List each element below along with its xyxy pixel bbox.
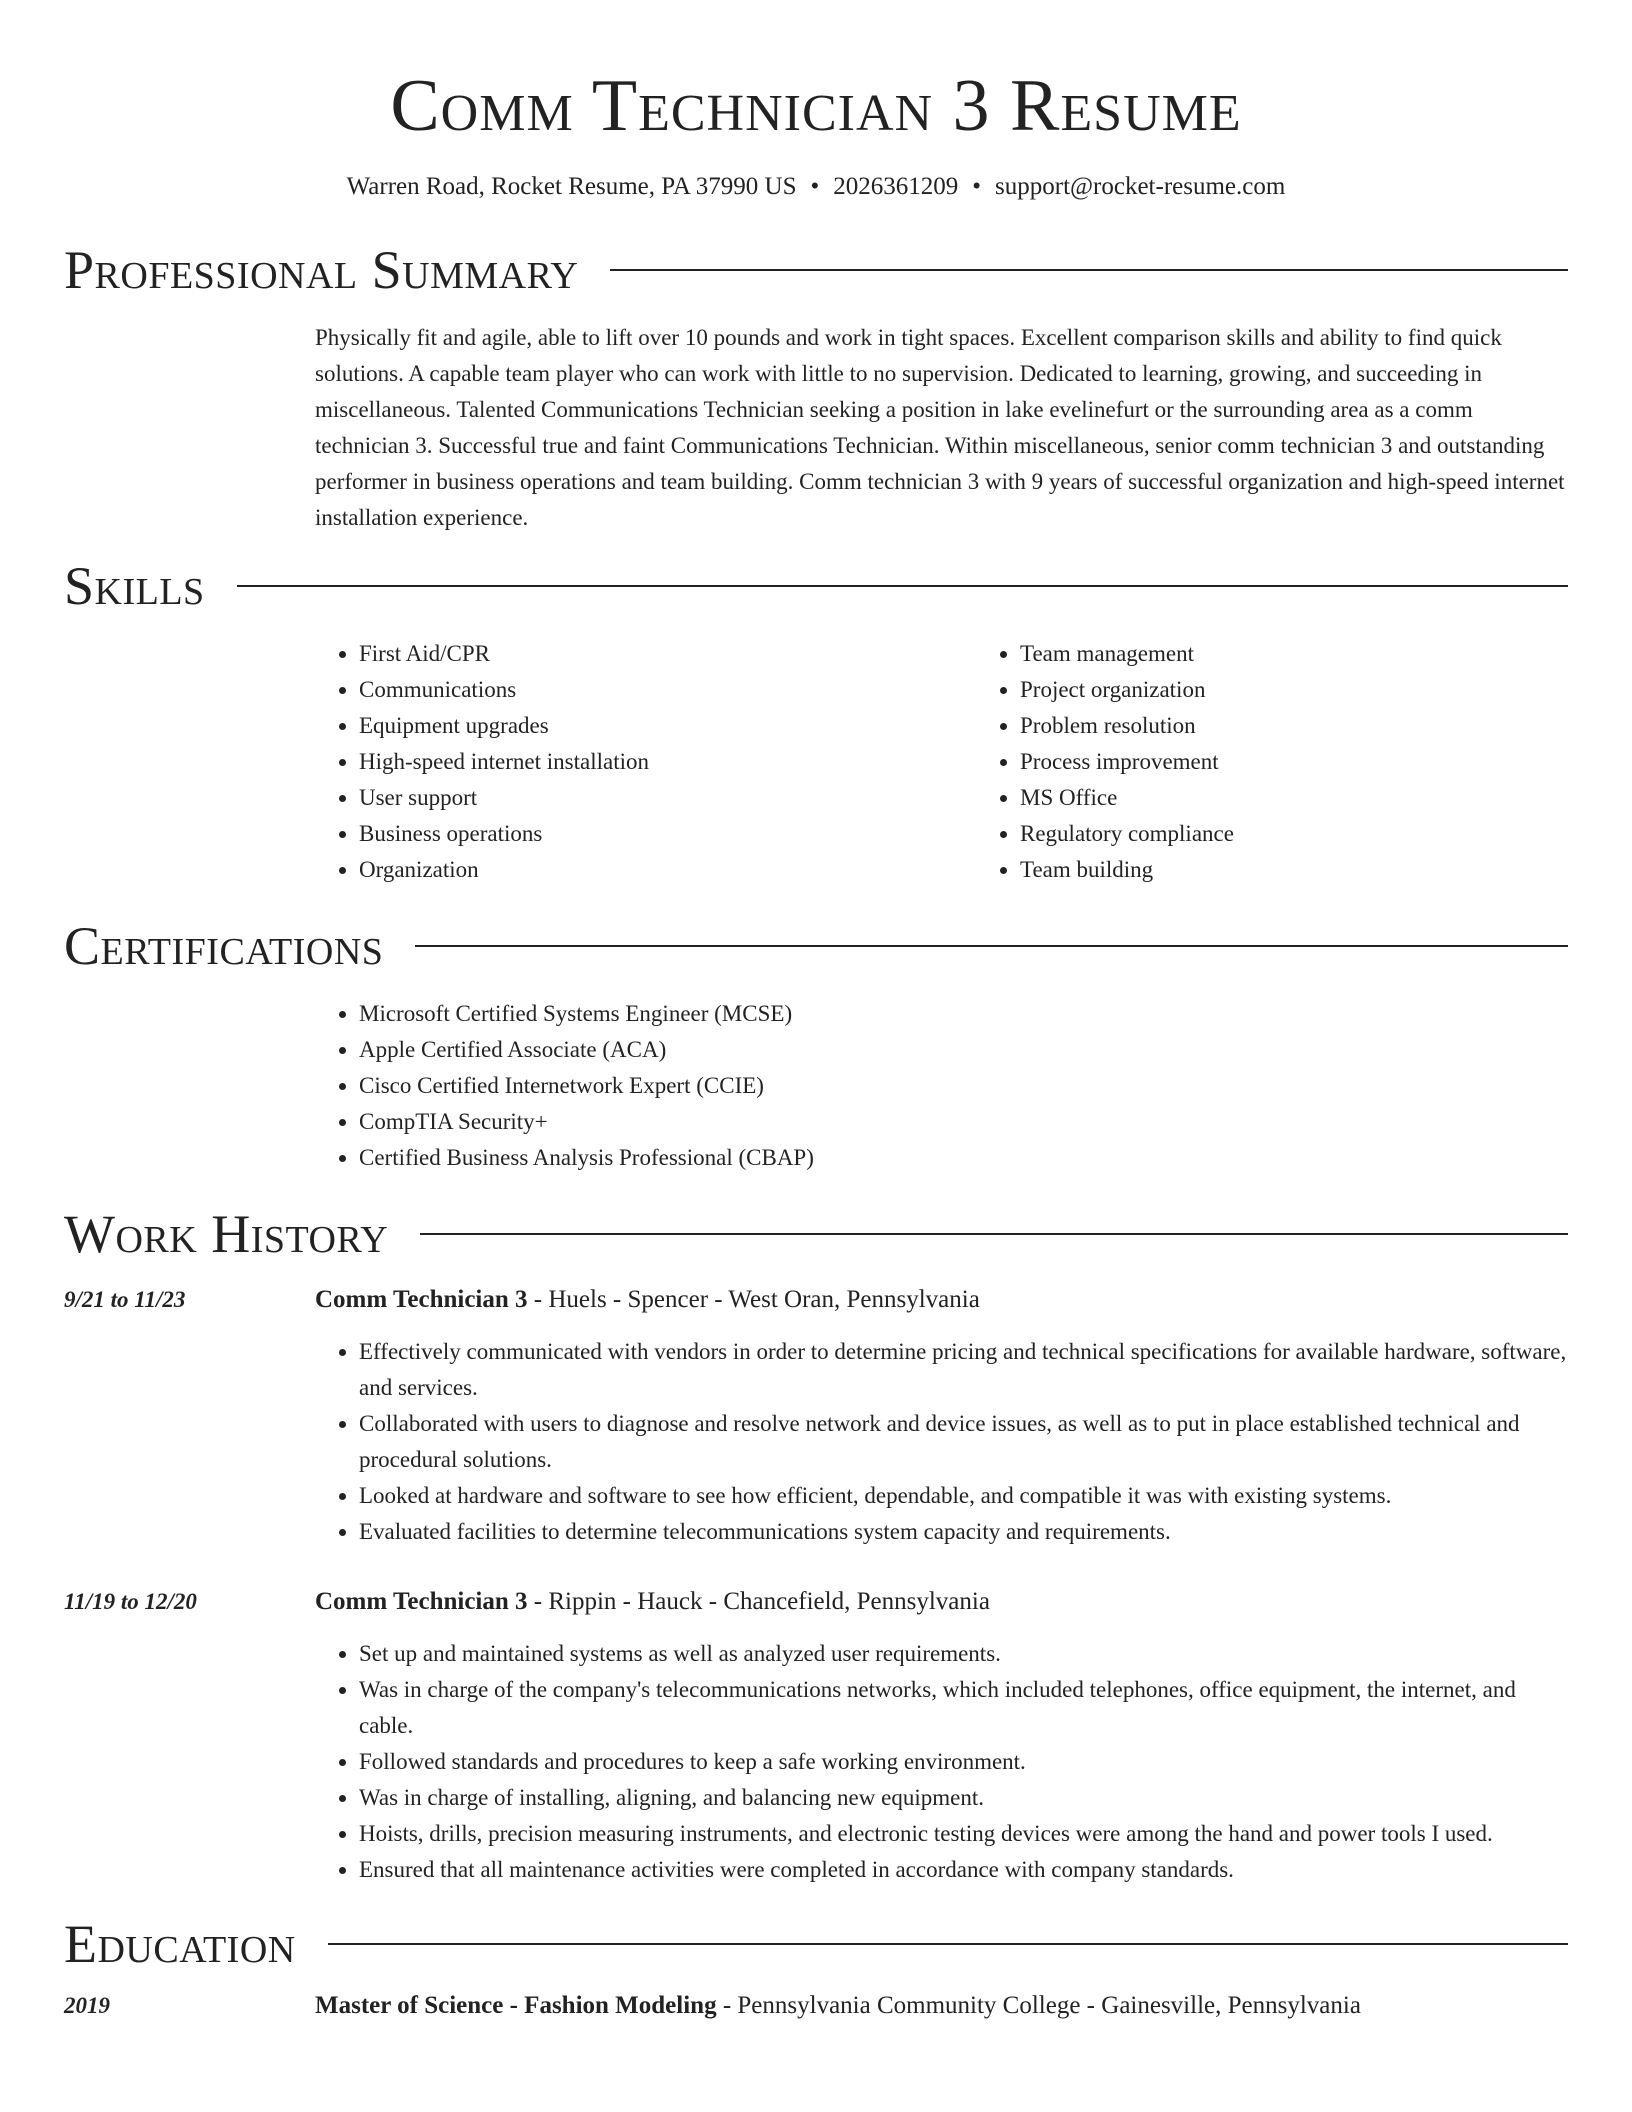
job-bullet: • Followed standards and procedures to keep a safe working environment.	[359, 1744, 1568, 1780]
education-section-header	[64, 1912, 1568, 1976]
work-history-section-header	[64, 1202, 1568, 1266]
work-history-heading: Work History	[64, 1204, 389, 1264]
skill-item: • User support	[359, 780, 976, 816]
job-bullet: • Set up and maintained systems as well as analyzed user requirements.	[359, 1636, 1568, 1672]
skills-list-left	[315, 636, 976, 888]
skill-item: • Communications	[359, 672, 976, 708]
job-bullet: • Effectively communicated with vendors in order to determine pricing and technical specifications for available hardware, software, and services.	[359, 1334, 1568, 1406]
contact-line	[64, 170, 1568, 204]
job-employer: - Huels - Spencer - West Oran, Pennsylvania	[527, 1286, 980, 1313]
job-role: Comm Technician 3	[315, 1588, 528, 1615]
skill-item: • High-speed internet installation	[359, 744, 976, 780]
job-bullet: • Hoists, drills, precision measuring instruments, and electronic testing devices were among the hand and power tools I used.	[359, 1816, 1568, 1852]
skills-grid	[315, 636, 1568, 888]
resume-page	[64, 0, 1568, 2024]
skill-item: • Regulatory compliance	[1020, 816, 1568, 852]
education-details	[315, 1988, 1568, 2024]
job-bullets	[315, 1334, 1568, 1550]
skills-heading: Skills	[64, 556, 205, 616]
certifications-list	[315, 996, 1568, 1176]
job-bullet: • Ensured that all maintenance activities were completed in accordance with company standards.	[359, 1852, 1568, 1888]
summary-text: Physically fit and agile, able to lift over 10 pounds and work in tight spaces. Excellent comparison skills and ability to find quick solutions. A capable team player who can work with little to no supervision. Dedicated to learning, growing, and succeeding in miscellaneous. Talented Communications Technician seeking a position in lake evelinefurt or the surrounding area as a comm technician 3. Successful true and faint Communications Technician. Within miscellaneous, senior comm technician 3 and outstanding performer in business operations and team building. Comm technician 3 with 9 years of successful organization and high-speed internet installation experience.	[315, 325, 1565, 530]
section-divider	[328, 1943, 1568, 1945]
education-degree: Master of Science - Fashion Modeling	[315, 1992, 717, 2019]
contact-separator: •	[810, 173, 820, 200]
education-entry	[64, 1988, 1568, 2024]
skill-item: • Equipment upgrades	[359, 708, 976, 744]
job-bullet: • Collaborated with users to diagnose and resolve network and device issues, as well as to put in place established technical and procedural solutions.	[359, 1406, 1568, 1478]
certifications-block	[315, 996, 1568, 1176]
certifications-heading: Certifications	[64, 916, 384, 976]
education-heading: Education	[64, 1914, 296, 1974]
summary-section-header	[64, 238, 1568, 302]
certification-item: • Certified Business Analysis Professional (CBAP)	[359, 1140, 1568, 1176]
skill-item: • Organization	[359, 852, 976, 888]
job-entry	[64, 1282, 1568, 1550]
skill-item: • First Aid/CPR	[359, 636, 976, 672]
certification-item: • Cisco Certified Internetwork Expert (CCIE)	[359, 1068, 1568, 1104]
skill-item: • Team management	[1020, 636, 1568, 672]
job-title-line	[315, 1584, 1568, 1620]
job-bullets	[315, 1636, 1568, 1888]
certification-item: • Apple Certified Associate (ACA)	[359, 1032, 1568, 1068]
job-dates: 11/19 to 12/20	[64, 1589, 197, 1614]
section-divider	[415, 945, 1568, 947]
skills-list-right	[976, 636, 1568, 888]
job-bullet: • Looked at hardware and software to see how efficient, dependable, and compatible it was with existing systems.	[359, 1478, 1568, 1514]
resume-title: Comm Technician 3 Resume	[390, 65, 1242, 147]
job-title-line	[315, 1282, 1568, 1318]
summary-heading: Professional Summary	[64, 240, 579, 300]
job-dates: 9/21 to 11/23	[64, 1287, 186, 1312]
job-bullet: • Evaluated facilities to determine telecommunications system capacity and requirements.	[359, 1514, 1568, 1550]
skills-section-header	[64, 554, 1568, 618]
job-details	[315, 1282, 1568, 1550]
education-year: 2019	[64, 1993, 110, 2018]
job-entry	[64, 1584, 1568, 1888]
education-line	[315, 1988, 1568, 2024]
skill-item: • Project organization	[1020, 672, 1568, 708]
job-employer: - Rippin - Hauck - Chancefield, Pennsylvania	[527, 1588, 990, 1615]
skill-item: • Problem resolution	[1020, 708, 1568, 744]
contact-email: support@rocket-resume.com	[995, 173, 1286, 200]
certifications-section-header	[64, 914, 1568, 978]
skill-item: • MS Office	[1020, 780, 1568, 816]
section-divider	[237, 585, 1568, 587]
section-divider	[420, 1233, 1568, 1235]
skill-item: • Business operations	[359, 816, 976, 852]
skill-item: • Process improvement	[1020, 744, 1568, 780]
contact-address: Warren Road, Rocket Resume, PA 37990 US	[346, 173, 797, 200]
section-divider	[610, 269, 1568, 271]
contact-phone: 2026361209	[833, 173, 959, 200]
job-role: Comm Technician 3	[315, 1286, 528, 1313]
job-details	[315, 1584, 1568, 1888]
job-bullet: • Was in charge of installing, aligning, and balancing new equipment.	[359, 1780, 1568, 1816]
contact-separator: •	[972, 173, 982, 200]
job-bullet: • Was in charge of the company's telecommunications networks, which included telephones, office equipment, the internet, and cable.	[359, 1672, 1568, 1744]
education-school: - Pennsylvania Community College - Gainesville, Pennsylvania	[716, 1992, 1361, 2019]
skill-item: • Team building	[1020, 852, 1568, 888]
certification-item: • Microsoft Certified Systems Engineer (MCSE)	[359, 996, 1568, 1032]
certification-item: • CompTIA Security+	[359, 1104, 1568, 1140]
